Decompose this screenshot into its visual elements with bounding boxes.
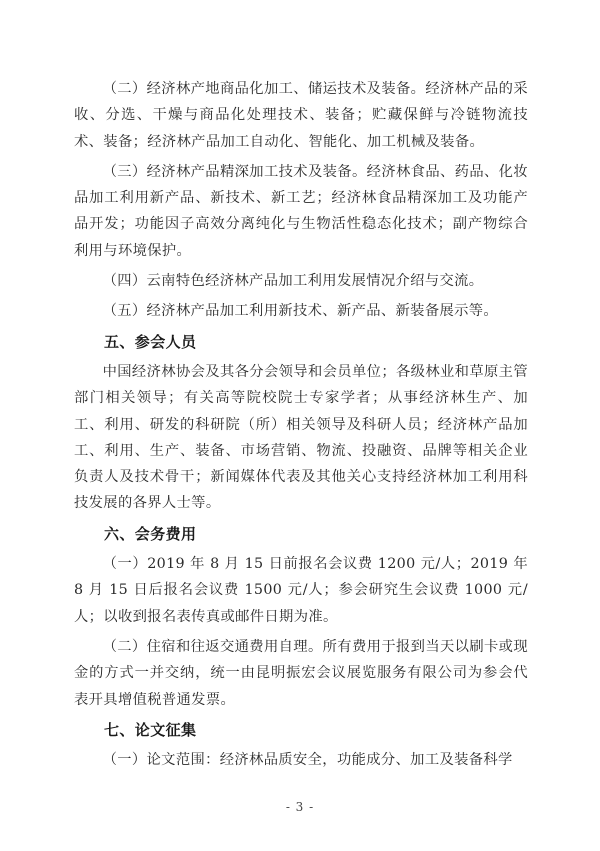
page-number: - 3 - bbox=[285, 800, 315, 814]
paragraph-section-4-item-2: （二）经济林产地商品化加工、储运技术及装备。经济林产品的采收、分选、干燥与商品化处理技术、装备；贮藏保鲜与冷链物流技术、装备；经济林产品加工自动化、智能化、加工机械及装备。 bbox=[74, 81, 528, 150]
paragraph-section-4-item-3: （三）经济林产品精深加工技术及装备。经济林食品、药品、化妆品加工利用新产品、新技术、新工艺；经济林食品精深加工及功能产品开发；功能因子高效分离纯化与生物活性稳态化技术；副产物综合利用与环境保护。 bbox=[74, 163, 528, 259]
paragraph-fees-item-2: （二）住宿和往返交通费用自理。所有费用于报到当天以刷卡或现金的方式一并交纳，统一由昆明振宏会议展览服务有限公司为参会代表开具增值税普通发票。 bbox=[74, 638, 528, 708]
heading-section-6: 六、会务费用 bbox=[104, 524, 197, 543]
paragraph-papers-item-1: （一）论文范围：经济林品质安全，功能成分、加工及装备科学 bbox=[102, 752, 513, 769]
heading-section-5: 五、参会人员 bbox=[104, 332, 197, 351]
heading-section-7: 七、论文征集 bbox=[104, 720, 197, 739]
document-body bbox=[74, 76, 528, 773]
paragraph-participants: 中国经济林协会及其各分会领导和会员单位；各级林业和草原主管部门相关领导；有关高等院校院士专家学者；从事经济林生产、加工、利用、研发的科研院（所）相关领导及科研人员；经济林产品加工、利用、生产、装备、市场营销、物流、投融资、品牌等相关企业负责人及技术骨干；新闻媒体代表及其他关心支持经济林加工利用科技发展的各界人士等。 bbox=[74, 363, 528, 512]
paragraph-fees-item-1: （一）2019 年 8 月 15 日前报名会议费 1200 元/人；2019 年 8 月 15 日后报名会议费 1500 元/人；参会研究生会议费 1000 元/人；以收到报名表传真或邮件日期为准。 bbox=[74, 556, 528, 625]
paragraph-section-4-item-5: （五）经济林产品加工利用新技术、新产品、新装备展示等。 bbox=[102, 303, 499, 320]
paragraph-section-4-item-4: （四）云南特色经济林产品加工利用发展情况介绍与交流。 bbox=[102, 273, 484, 290]
